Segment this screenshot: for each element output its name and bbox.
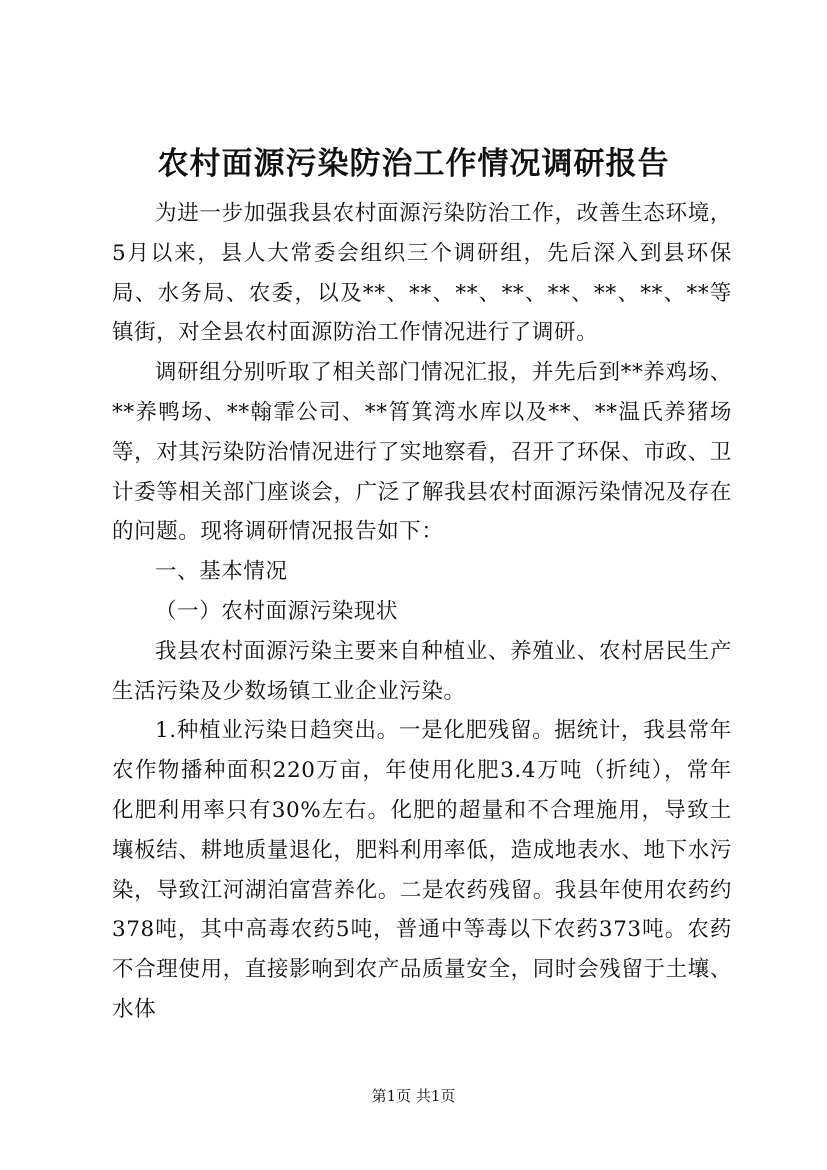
paragraph-planting-pollution: 1.种植业污染日趋突出。一是化肥残留。据统计，我县常年农作物播种面积220万亩，年使用化肥3.4万吨（折纯），常年化肥利用率只有30%左右。化肥的超量和不合理施用，导致土壤板结、耕地质量退化，肥料利用率低，造成地表水、地下水污染，导致江河湖泊富营养化。二是农药残留。我县年使用农药约378吨，其中高毒农药5吨，普通中等毒以下农药373吨。农药不合理使用，直接影响到农产品质量安全，同时会残留于土壤、水体 xyxy=(112,718,732,1022)
subsection-heading: （一）农村面源污染现状 xyxy=(155,598,399,624)
page-footer: 第1页 共1页 xyxy=(371,1087,456,1105)
paragraph-investigation: 调研组分别听取了相关部门情况汇报，并先后到**养鸡场、**养鸭场、**翰霏公司、**筲箕湾水库以及**、**温氏养猪场等，对其污染防治情况进行了实地察看，召开了环保、市政、卫计委等相关部门座谈会，广泛了解我县农村面源污染情况及存在的问题。现将调研情况报告如下： xyxy=(112,360,732,545)
paragraph-sources: 我县农村面源污染主要来自种植业、养殖业、农村居民生产生活污染及少数场镇工业企业污染。 xyxy=(112,638,732,704)
section-heading: 一、基本情况 xyxy=(155,559,288,585)
document-title: 农村面源污染防治工作情况调研报告 xyxy=(157,146,670,182)
paragraph-intro: 为进一步加强我县农村面源污染防治工作，改善生态环境，5月以来，县人大常委会组织三个调研组，先后深入到县环保局、水务局、农委，以及**、**、**、**、**、**、**、**等镇街，对全县农村面源防治工作情况进行了调研。 xyxy=(112,201,732,346)
document-body xyxy=(112,194,732,1030)
